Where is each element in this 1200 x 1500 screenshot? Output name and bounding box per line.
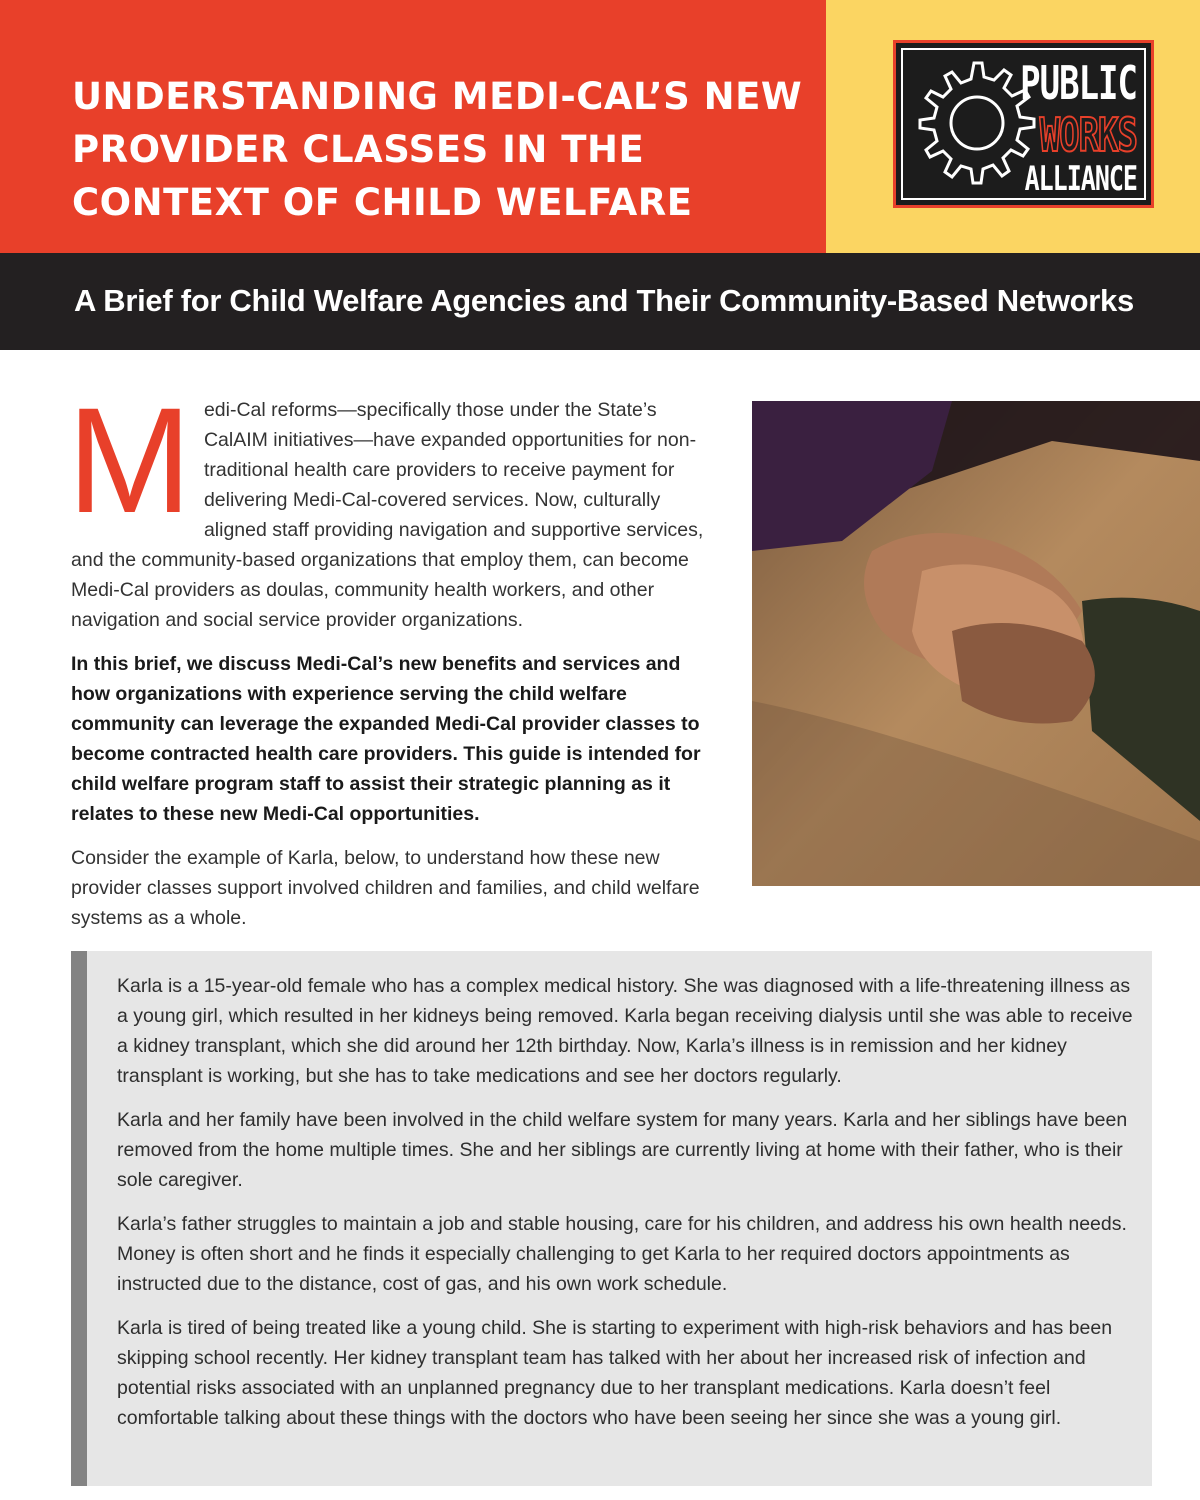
- logo-word-alliance: ALLIANCE: [1024, 159, 1137, 199]
- intro-paragraph-3: Consider the example of Karla, below, to understand how these new provider classes support involved children and families, and child welfare systems as a whole.: [71, 847, 700, 929]
- subtitle-bar: [0, 253, 1200, 350]
- intro-paragraph-2: In this brief, we discuss Medi-Cal’s new benefits and services and how organizations with experience serving the child welfare community can leverage the expanded Medi-Cal provider classes to become contracted health care providers. This guide is intended for child welfare program staff to assist their strategic planning as it relates to these new Medi-Cal opportunities.: [71, 653, 701, 825]
- page-subtitle: A Brief for Child Welfare Agencies and Their Community-Based Networks: [74, 283, 1134, 318]
- drop-cap: M: [67, 376, 192, 544]
- holding-hands-photo: [752, 401, 1200, 886]
- logo-word-works: WORKS: [1039, 109, 1137, 163]
- case-paragraph-3: Karla’s father struggles to maintain a job and stable housing, care for his children, and address his own health needs. Money is often short and he finds it especially challenging to get Karla to her required doctors appointments as instructed due to the distance, cost of gas, and his own work schedule.: [117, 1213, 1127, 1295]
- case-paragraph-2: Karla and her family have been involved in the child welfare system for many years. Karla and her siblings have been removed from the home multiple times. She and her siblings are currently living at home with their father, who is their sole caregiver.: [117, 1109, 1128, 1191]
- case-paragraph-1: Karla is a 15-year-old female who has a complex medical history. She was diagnosed with a life-threatening illness as a young girl, which resulted in her kidneys being removed. Karla began receiving dialysis until she was able to receive a kidney transplant, which she did around her 12th birthday. Now, Karla’s illness is in remission and her kidney transplant is working, but she has to take medications and see her doctors regularly.: [117, 975, 1133, 1087]
- public-works-alliance-logo: [893, 40, 1154, 208]
- intro-section: [67, 376, 721, 947]
- logo-word-public: PUBLIC: [1020, 57, 1137, 111]
- header-banner: [0, 0, 826, 253]
- case-study-text: [117, 971, 1137, 1447]
- intro-paragraph-1-text: edi-Cal reforms—specifically those under the State’s CalAIM initiatives—have expanded opportunities for non-traditional health care providers to receive payment for delivering Medi-Cal-covered services. Now, culturally aligned staff providing navigation and supportive services, and the community-based organizations that employ them, can become Medi-Cal providers as doulas, community health workers, and other navigation and social service provider organizations.: [71, 399, 704, 631]
- intro-paragraph-1: [67, 376, 721, 635]
- page-title: UNDERSTANDING MEDI-CAL’S NEW PROVIDER CLASSES IN THE CONTEXT OF CHILD WELFARE: [72, 75, 803, 224]
- case-study-box: [71, 951, 1152, 1486]
- photo-illustration: [752, 401, 1200, 886]
- case-paragraph-4: Karla is tired of being treated like a young child. She is starting to experiment with high-risk behaviors and has been skipping school recently. Her kidney transplant team has talked with her about her increased risk of infection and potential risks associated with an unplanned pregnancy due to her transplant medications. Karla doesn’t feel comfortable talking about these things with the doctors who have been seeing her since she was a young girl.: [117, 1317, 1113, 1429]
